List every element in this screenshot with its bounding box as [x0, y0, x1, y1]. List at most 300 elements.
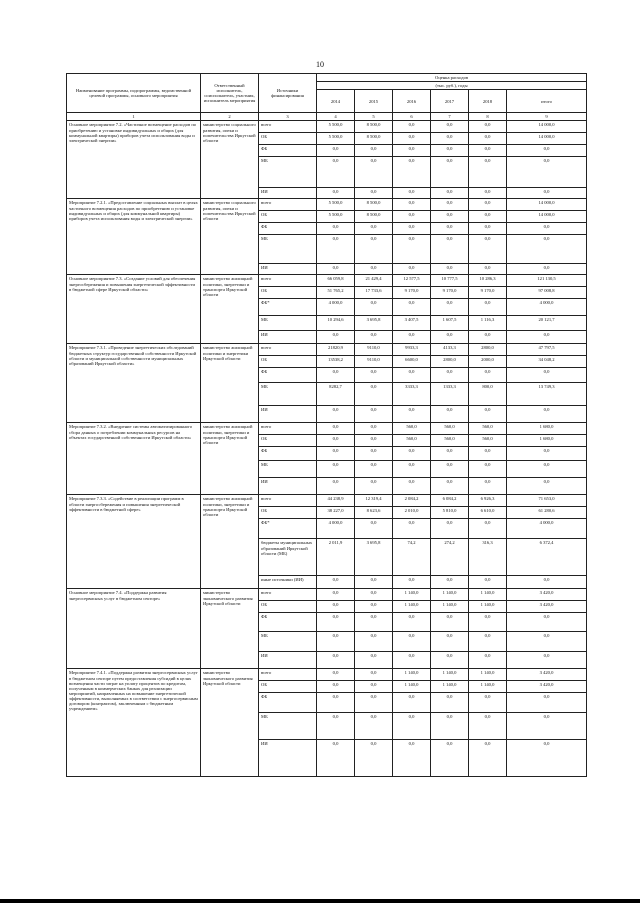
- amount-cell: 0,0: [431, 133, 469, 145]
- amount-cell: 560,0: [393, 435, 431, 447]
- activity-name: Основное мероприятие 7.2. «Частичное возмещение расходов по приобретению и установке индивидуальных и общих (для коммунальной квартиры) приборов учета использования воды и электрической энергии»: [67, 121, 201, 199]
- total-cell: 0,0: [507, 447, 587, 461]
- amount-cell: 0,0: [431, 478, 469, 495]
- table-row: [67, 344, 587, 356]
- amount-cell: 0,0: [317, 576, 355, 589]
- funding-source: ИИ: [259, 478, 317, 495]
- total-cell: 0,0: [507, 613, 587, 632]
- amount-cell: 0,0: [431, 188, 469, 199]
- amount-cell: 0,0: [317, 188, 355, 199]
- amount-cell: 0,0: [317, 589, 355, 601]
- total-cell: 0,0: [507, 223, 587, 235]
- amount-cell: 0,0: [431, 613, 469, 632]
- amount-cell: 21 429,4: [355, 275, 393, 287]
- amount-cell: 0,0: [355, 264, 393, 275]
- amount-cell: 2 084,2: [393, 495, 431, 507]
- amount-cell: 9 170,0: [393, 287, 431, 299]
- amount-cell: 0,0: [431, 199, 469, 211]
- year-header: 2018: [469, 90, 507, 113]
- total-cell: 0,0: [507, 652, 587, 669]
- amount-cell: 1 140,0: [393, 601, 431, 613]
- column-index: 9: [507, 113, 587, 121]
- funding-source: всего: [259, 423, 317, 435]
- total-cell: 14 000,0: [507, 121, 587, 133]
- total-cell: 47 797,5: [507, 344, 587, 356]
- amount-cell: 1 140,0: [469, 589, 507, 601]
- amount-cell: 0,0: [317, 613, 355, 632]
- amount-cell: 0,0: [393, 519, 431, 539]
- header-row: [67, 74, 587, 82]
- total-cell: 14 000,0: [507, 199, 587, 211]
- activity-executor: министерство жилищной политики и энергетики Иркутской области: [201, 344, 259, 423]
- funding-source: ОБ: [259, 287, 317, 299]
- amount-cell: 0,0: [393, 632, 431, 652]
- amount-cell: 0,0: [317, 368, 355, 383]
- amount-cell: 0,0: [355, 693, 393, 713]
- amount-cell: 0,0: [469, 406, 507, 423]
- year-header: 2016: [393, 90, 431, 113]
- amount-cell: 1 607,5: [431, 316, 469, 331]
- amount-cell: 0,0: [355, 406, 393, 423]
- amount-cell: 0,0: [355, 652, 393, 669]
- amount-cell: 5 810,0: [431, 507, 469, 519]
- amount-cell: 1 140,0: [431, 601, 469, 613]
- amount-cell: 38 227,0: [317, 507, 355, 519]
- table-row: [67, 423, 587, 435]
- amount-cell: 0,0: [393, 693, 431, 713]
- funding-source: МБ: [259, 157, 317, 188]
- amount-cell: 0,0: [317, 693, 355, 713]
- page-number: 10: [316, 60, 324, 69]
- funding-source: ОБ: [259, 507, 317, 519]
- funding-source: всего: [259, 495, 317, 507]
- funding-source: МБ: [259, 461, 317, 478]
- activity-executor: министерство социального развития, опеки и попечительства Иркутской области: [201, 121, 259, 199]
- amount-cell: 0,0: [393, 264, 431, 275]
- funding-source: всего: [259, 199, 317, 211]
- table-row: [67, 495, 587, 507]
- total-cell: 61 280,6: [507, 507, 587, 519]
- funding-source: всего: [259, 275, 317, 287]
- activity-executor: министерство жилищной политики, энергетики и транспорта Иркутской области: [201, 423, 259, 495]
- amount-cell: 17 733,6: [355, 287, 393, 299]
- amount-cell: 0,0: [355, 669, 393, 681]
- total-cell: 0,0: [507, 368, 587, 383]
- amount-cell: 0,0: [431, 713, 469, 740]
- total-cell: 0,0: [507, 145, 587, 157]
- funding-source: ФБ: [259, 693, 317, 713]
- amount-cell: 1 140,0: [431, 589, 469, 601]
- amount-cell: 0,0: [469, 461, 507, 478]
- funding-source: бюджеты муниципальных образований Иркутской области (МБ): [259, 539, 317, 576]
- amount-cell: 1 140,0: [393, 669, 431, 681]
- amount-cell: 1 140,0: [469, 681, 507, 693]
- amount-cell: 0,0: [393, 157, 431, 188]
- total-cell: 0,0: [507, 235, 587, 264]
- amount-cell: 0,0: [431, 331, 469, 344]
- amount-cell: 0,0: [317, 435, 355, 447]
- funding-source: иные источники (ИИ): [259, 576, 317, 589]
- amount-cell: 0,0: [469, 199, 507, 211]
- amount-cell: 1 140,0: [431, 681, 469, 693]
- amount-cell: 2800,0: [469, 344, 507, 356]
- funding-source: МБ: [259, 632, 317, 652]
- amount-cell: 0,0: [393, 121, 431, 133]
- funding-source: МБ: [259, 713, 317, 740]
- column-index: 6: [393, 113, 431, 121]
- amount-cell: 6 084,2: [431, 495, 469, 507]
- amount-cell: 2000,0: [469, 356, 507, 368]
- amount-cell: 0,0: [355, 713, 393, 740]
- activity-name: Мероприятие 7.2.1. «Предоставление социальных выплат в целях частичного возмещения расходов по приобретению и установке индивидуальных и общих (для коммунальной квартиры) приборов учета использования воды и электрической энергии»: [67, 199, 201, 275]
- total-cell: 71 653,0: [507, 495, 587, 507]
- amount-cell: 10 294,6: [317, 316, 355, 331]
- amount-cell: 6 926,3: [469, 495, 507, 507]
- amount-cell: 560,0: [393, 423, 431, 435]
- amount-cell: 21820,9: [317, 344, 355, 356]
- funding-source: ФБ: [259, 145, 317, 157]
- amount-cell: 0,0: [355, 681, 393, 693]
- amount-cell: 0,0: [393, 740, 431, 777]
- total-cell: 14 000,0: [507, 133, 587, 145]
- amount-cell: 0,0: [469, 235, 507, 264]
- amount-cell: 0,0: [393, 299, 431, 316]
- activity-executor: министерство социального развития, опеки и попечительства Иркутской области: [201, 199, 259, 275]
- column-index: 2: [201, 113, 259, 121]
- amount-cell: 1 140,0: [393, 681, 431, 693]
- amount-cell: 0,0: [393, 223, 431, 235]
- activity-name: Основное мероприятие 7.4. «Поддержка развития энергосервисных услуг в бюджетном секторе»: [67, 589, 201, 669]
- amount-cell: 0,0: [393, 211, 431, 223]
- amount-cell: 10 286,3: [469, 275, 507, 287]
- total-cell: 20 121,7: [507, 316, 587, 331]
- amount-cell: 0,0: [317, 652, 355, 669]
- bottom-rule: [0, 899, 640, 903]
- year-header: 2014: [317, 90, 355, 113]
- amount-cell: 0,0: [355, 331, 393, 344]
- total-cell: 1 680,0: [507, 435, 587, 447]
- amount-cell: 0,0: [317, 264, 355, 275]
- funding-source: ОБ: [259, 211, 317, 223]
- funding-source: ИИ: [259, 264, 317, 275]
- funding-source: ФБ: [259, 223, 317, 235]
- amount-cell: 3 407,5: [393, 316, 431, 331]
- total-cell: 0,0: [507, 478, 587, 495]
- total-cell: 1 680,0: [507, 423, 587, 435]
- amount-cell: 0,0: [469, 613, 507, 632]
- amount-cell: 0,0: [469, 223, 507, 235]
- amount-cell: 5 500,0: [317, 211, 355, 223]
- amount-cell: 4 000,0: [317, 299, 355, 316]
- total-header: итого: [507, 90, 587, 113]
- amount-cell: 0,0: [431, 519, 469, 539]
- activity-executor: министерство жилищной политики, энергетики и транспорта Иркутской области: [201, 495, 259, 589]
- amount-cell: 1 116,3: [469, 316, 507, 331]
- amount-cell: 3 695,8: [355, 316, 393, 331]
- funding-source: ИИ: [259, 331, 317, 344]
- amount-cell: 0,0: [355, 223, 393, 235]
- amount-cell: 0,0: [355, 435, 393, 447]
- amount-cell: 0,0: [355, 368, 393, 383]
- funding-source: ИИ: [259, 406, 317, 423]
- amount-cell: 0,0: [393, 406, 431, 423]
- activity-executor: министерство экономического развития Иркутской области: [201, 589, 259, 669]
- amount-cell: 0,0: [317, 740, 355, 777]
- column-index: 3: [259, 113, 317, 121]
- amount-cell: 0,0: [317, 669, 355, 681]
- total-cell: 6 372,4: [507, 539, 587, 576]
- amount-cell: 0,0: [317, 713, 355, 740]
- funding-source: всего: [259, 589, 317, 601]
- column-index: 5: [355, 113, 393, 121]
- amount-cell: 1 140,0: [431, 669, 469, 681]
- amount-cell: 0,0: [393, 478, 431, 495]
- amount-cell: 0,0: [431, 461, 469, 478]
- amount-cell: 0,0: [469, 299, 507, 316]
- amount-cell: 316,3: [469, 539, 507, 576]
- funding-source: ИИ: [259, 740, 317, 777]
- budget-table: [66, 73, 587, 777]
- amount-cell: 0,0: [393, 145, 431, 157]
- amount-cell: 9110,0: [355, 344, 393, 356]
- funding-source: всего: [259, 344, 317, 356]
- amount-cell: 0,0: [355, 613, 393, 632]
- total-cell: 3 420,0: [507, 589, 587, 601]
- total-cell: 0,0: [507, 461, 587, 478]
- amount-cell: 0,0: [317, 447, 355, 461]
- amount-cell: 560,0: [431, 423, 469, 435]
- table-row: [67, 669, 587, 681]
- amount-cell: 1 140,0: [393, 589, 431, 601]
- amount-cell: 8282,7: [317, 383, 355, 406]
- amount-cell: 4 000,0: [317, 519, 355, 539]
- amount-cell: 0,0: [469, 145, 507, 157]
- amount-cell: 0,0: [393, 576, 431, 589]
- amount-cell: 0,0: [355, 601, 393, 613]
- column-index: 4: [317, 113, 355, 121]
- amount-cell: 0,0: [431, 740, 469, 777]
- funding-source: ФБ: [259, 613, 317, 632]
- amount-cell: 0,0: [355, 589, 393, 601]
- total-cell: 0,0: [507, 157, 587, 188]
- amount-cell: 0,0: [393, 652, 431, 669]
- year-header: 2017: [431, 90, 469, 113]
- funding-source: всего: [259, 121, 317, 133]
- amount-cell: 74,2: [393, 539, 431, 576]
- amount-cell: 0,0: [469, 157, 507, 188]
- amount-cell: 5 500,0: [317, 121, 355, 133]
- funding-source: ИИ: [259, 652, 317, 669]
- total-cell: 97 008,8: [507, 287, 587, 299]
- amount-cell: 0,0: [431, 211, 469, 223]
- amount-cell: 0,0: [431, 406, 469, 423]
- amount-cell: 0,0: [355, 447, 393, 461]
- amount-cell: 0,0: [393, 235, 431, 264]
- amount-cell: 0,0: [355, 188, 393, 199]
- amount-cell: 0,0: [317, 157, 355, 188]
- table-row: [67, 121, 587, 133]
- amount-cell: 0,0: [393, 188, 431, 199]
- amount-cell: 0,0: [355, 461, 393, 478]
- amount-cell: 0,0: [469, 188, 507, 199]
- amount-cell: 0,0: [355, 632, 393, 652]
- amount-cell: 12 319,4: [355, 495, 393, 507]
- amount-cell: 0,0: [317, 235, 355, 264]
- total-cell: 3 420,0: [507, 681, 587, 693]
- amount-cell: 0,0: [431, 576, 469, 589]
- funding-source: ФБ: [259, 447, 317, 461]
- amount-cell: 9 170,0: [469, 287, 507, 299]
- amount-cell: 0,0: [431, 223, 469, 235]
- amount-cell: 0,0: [317, 331, 355, 344]
- total-cell: 121 130,5: [507, 275, 587, 287]
- amount-cell: 0,0: [317, 478, 355, 495]
- amount-cell: 0,0: [317, 406, 355, 423]
- amount-cell: 2 010,0: [393, 507, 431, 519]
- amount-cell: 274,2: [431, 539, 469, 576]
- amount-cell: 2800,0: [431, 356, 469, 368]
- amount-cell: 44 238,9: [317, 495, 355, 507]
- amount-cell: 6600,0: [393, 356, 431, 368]
- amount-cell: 10 777,5: [431, 275, 469, 287]
- amount-cell: 13538,2: [317, 356, 355, 368]
- amount-cell: 0,0: [355, 299, 393, 316]
- activity-executor: министерство экономического развития Иркутской области: [201, 669, 259, 777]
- funding-source: ОБ: [259, 681, 317, 693]
- amount-cell: 4133,3: [431, 344, 469, 356]
- header-program: Наименование программы, подпрограммы, ведомственной целевой программы, основного мероприятия: [67, 74, 201, 113]
- amount-cell: 0,0: [431, 368, 469, 383]
- funding-source: ФБ: [259, 368, 317, 383]
- amount-cell: 0,0: [355, 383, 393, 406]
- amount-cell: 560,0: [469, 435, 507, 447]
- amount-cell: 0,0: [393, 368, 431, 383]
- table-row: [67, 199, 587, 211]
- amount-cell: 8 500,0: [355, 121, 393, 133]
- total-cell: 4 000,0: [507, 519, 587, 539]
- amount-cell: 9933,3: [393, 344, 431, 356]
- funding-source: МБ: [259, 383, 317, 406]
- amount-cell: 1333,3: [431, 383, 469, 406]
- total-cell: 0,0: [507, 693, 587, 713]
- amount-cell: 0,0: [469, 264, 507, 275]
- total-cell: 0,0: [507, 740, 587, 777]
- amount-cell: 0,0: [317, 461, 355, 478]
- amount-cell: 800,0: [469, 383, 507, 406]
- amount-cell: 0,0: [469, 211, 507, 223]
- header-source: Источники финансирования: [259, 74, 317, 113]
- amount-cell: 0,0: [393, 713, 431, 740]
- column-index-row: [67, 113, 587, 121]
- amount-cell: 0,0: [469, 331, 507, 344]
- amount-cell: 0,0: [317, 423, 355, 435]
- total-cell: 0,0: [507, 331, 587, 344]
- header-executor: Ответственный исполнитель, соисполнитель, участник, исполнитель мероприятия: [201, 74, 259, 113]
- total-cell: 4 000,0: [507, 299, 587, 316]
- amount-cell: 0,0: [393, 133, 431, 145]
- amount-cell: 0,0: [469, 368, 507, 383]
- amount-cell: 0,0: [431, 447, 469, 461]
- funding-source: ОБ: [259, 356, 317, 368]
- amount-cell: 0,0: [469, 447, 507, 461]
- total-cell: 3 420,0: [507, 601, 587, 613]
- amount-cell: 0,0: [469, 121, 507, 133]
- amount-cell: 0,0: [469, 478, 507, 495]
- amount-cell: 0,0: [431, 145, 469, 157]
- activity-name: Мероприятие 7.3.1. «Проведение энергетических обследований бюджетных структур государственной собственности Иркутской области и муниципальной собственности муниципальных образований Иркутской области»: [67, 344, 201, 423]
- amount-cell: 0,0: [355, 519, 393, 539]
- activity-name: Мероприятие 7.3.3. «Содействие в реализации программ в области энергосбережения и повышения энергетической эффективности в бюджетной сфере»: [67, 495, 201, 589]
- amount-cell: 5 500,0: [317, 199, 355, 211]
- amount-cell: 0,0: [469, 632, 507, 652]
- table-row: [67, 275, 587, 287]
- amount-cell: 0,0: [469, 652, 507, 669]
- amount-cell: 9 170,0: [431, 287, 469, 299]
- total-cell: 34 048,2: [507, 356, 587, 368]
- total-cell: 0,0: [507, 632, 587, 652]
- funding-source: ОБ: [259, 601, 317, 613]
- funding-source: МБ: [259, 316, 317, 331]
- amount-cell: 8 500,0: [355, 211, 393, 223]
- amount-cell: 0,0: [431, 157, 469, 188]
- amount-cell: 0,0: [317, 601, 355, 613]
- amount-cell: 0,0: [355, 145, 393, 157]
- amount-cell: 6 610,0: [469, 507, 507, 519]
- amount-cell: 0,0: [355, 235, 393, 264]
- amount-cell: 0,0: [317, 223, 355, 235]
- amount-cell: 0,0: [431, 632, 469, 652]
- activity-executor: министерство жилищной политики, энергетики и транспорта Иркутской области: [201, 275, 259, 344]
- amount-cell: 0,0: [355, 740, 393, 777]
- amount-cell: 0,0: [317, 145, 355, 157]
- total-cell: 13 749,3: [507, 383, 587, 406]
- total-cell: 0,0: [507, 188, 587, 199]
- amount-cell: 0,0: [431, 693, 469, 713]
- amount-cell: 3333,3: [393, 383, 431, 406]
- funding-source: ИИ: [259, 188, 317, 199]
- amount-cell: 0,0: [469, 713, 507, 740]
- amount-cell: 0,0: [355, 157, 393, 188]
- total-cell: 0,0: [507, 406, 587, 423]
- amount-cell: 0,0: [393, 447, 431, 461]
- funding-source: ОБ: [259, 435, 317, 447]
- funding-source: всего: [259, 669, 317, 681]
- amount-cell: 8 500,0: [355, 199, 393, 211]
- amount-cell: 0,0: [431, 264, 469, 275]
- amount-cell: 560,0: [469, 423, 507, 435]
- amount-cell: 0,0: [393, 199, 431, 211]
- header-estimate: Оценка расходов: [317, 74, 587, 82]
- activity-name: Мероприятие 7.3.2. «Внедрение системы автоматизированного сбора данных о потреблении коммунальных ресурсов на объектах государственной собственности Иркутской области»: [67, 423, 201, 495]
- amount-cell: 0,0: [317, 632, 355, 652]
- amount-cell: 3 695,8: [355, 539, 393, 576]
- amount-cell: 0,0: [393, 613, 431, 632]
- amount-cell: 8 623,6: [355, 507, 393, 519]
- amount-cell: 0,0: [355, 478, 393, 495]
- column-index: 8: [469, 113, 507, 121]
- activity-name: Мероприятие 7.4.1. «Поддержка развития энергосервисных услуг в бюджетном секторе путем предоставления субсидий в целях возмещения части затрат на уплату процентов по кредитам, полученным в коммерческих банках для реализации мероприятий, направленных на повышение энергетической эффективности, выполняемых в соответствии с энергосервисным договором (контрактом), заключенным с бюджетным учреждением»: [67, 669, 201, 777]
- amount-cell: 12 577,5: [393, 275, 431, 287]
- total-cell: 0,0: [507, 264, 587, 275]
- amount-cell: 0,0: [393, 461, 431, 478]
- amount-cell: 0,0: [469, 576, 507, 589]
- amount-cell: 0,0: [317, 681, 355, 693]
- amount-cell: 0,0: [469, 133, 507, 145]
- total-cell: 3 420,0: [507, 669, 587, 681]
- funding-source: ФБ*: [259, 519, 317, 539]
- amount-cell: 0,0: [431, 652, 469, 669]
- amount-cell: 66 059,8: [317, 275, 355, 287]
